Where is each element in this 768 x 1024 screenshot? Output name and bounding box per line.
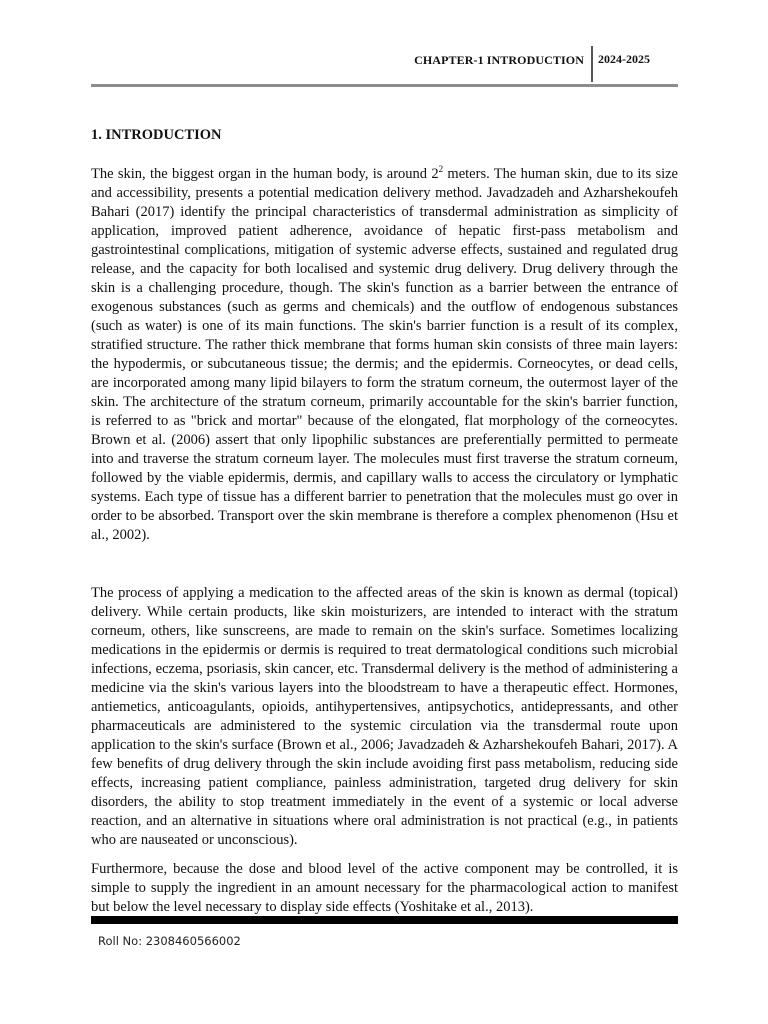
page-header [91, 46, 678, 87]
paragraph-1-superscript: 2 [438, 164, 444, 175]
footer-roll-number: Roll No: 2308460566002 [98, 934, 241, 948]
paragraph-3: Furthermore, because the dose and blood level of the active component may be controlled, it is simple to supply the ingredient in an amount necessary for the pharmacological action to manifest but below the level necessary to display side effects (Yoshitake et al., 2013). [91, 861, 678, 915]
header-chapter-title: CHAPTER-1 INTRODUCTION [414, 53, 584, 67]
paragraph-1 [91, 165, 678, 545]
paragraph-2: The process of applying a medication to the affected areas of the skin is known as dermal (topical) delivery. While certain products, like skin moisturizers, are intended to interact with the stratum corneum, others, like sunscreens, are made to remain on the skin's surface. Sometimes localizing medications in the epidermis or dermis is required to treat dermatological conditions such microbial infections, eczema, psoriasis, skin cancer, etc. Transdermal delivery is the method of administering a medicine via the skin's various layers into the bloodstream to have a therapeutic effect. Hormones, antiemetics, anticoagulants, opioids, antihypertensives, antipsychotics, antidepressants, and other pharmaceuticals are administered to the systemic circulation via the transdermal route upon application to the skin's surface (Brown et al., 2006; Javadzadeh & Azharshekoufeh Bahari, 2017). A few benefits of drug delivery through the skin include avoiding first pass metabolism, reducing side effects, increasing patient compliance, painless administration, targeted drug delivery for skin disorders, the ability to stop treatment immediately in the event of a systemic or local adverse reaction, and an alternative in situations where oral administration is not practical (e.g., in patients who are nauseated or unconscious). [91, 585, 678, 848]
paragraph-1-rest: meters. The human skin, due to its size and accessibility, presents a potential medication delivery method. Javadzadeh and Azharshekoufeh Bahari (2017) identify the principal characteristics of transdermal administration as simplicity of application, improved patient adherence, avoidance of hepatic first-pass metabolism and gastrointestinal complications, mitigation of systemic adverse effects, sustained and regulated drug release, and the capacity for both localised and systemic drug delivery. Drug delivery through the skin is a challenging procedure, though. The skin's function as a barrier between the entrance of exogenous substances (such as germs and chemicals) and the outflow of endogenous substances (such as water) is one of its main functions. The skin's barrier function is a result of its complex, stratified structure. The rather thick membrane that forms human skin consists of three main layers: the hypodermis, or subcutaneous tissue; the dermis; and the epidermis. Corneocytes, or dead cells, are incorporated among many lipid bilayers to form the stratum corneum, the outermost layer of the skin. The architecture of the stratum corneum, primarily accountable for the skin's barrier function, is referred to as "brick and mortar" because of the elongated, flat morphology of the corneocytes. Brown et al. (2006) assert that only lipophilic substances are preferentially permitted to permeate into and traverse the stratum corneum layer. The molecules must first traverse the stratum corneum, followed by the viable epidermis, dermis, and capillary walls to access the circulatory or lymphatic systems. Each type of tissue has a different barrier to penetration that the molecules must go over in order to be absorbed. Transport over the skin membrane is therefore a complex phenomenon (Hsu et al., 2002). [91, 166, 678, 543]
paragraph-1-lead: The skin, the biggest organ in the human body, is around 2 [91, 166, 439, 182]
section-heading: 1. INTRODUCTION [91, 127, 222, 143]
header-year: 2024-2025 [598, 52, 650, 66]
footer-rule [91, 916, 678, 924]
header-divider [591, 46, 593, 82]
